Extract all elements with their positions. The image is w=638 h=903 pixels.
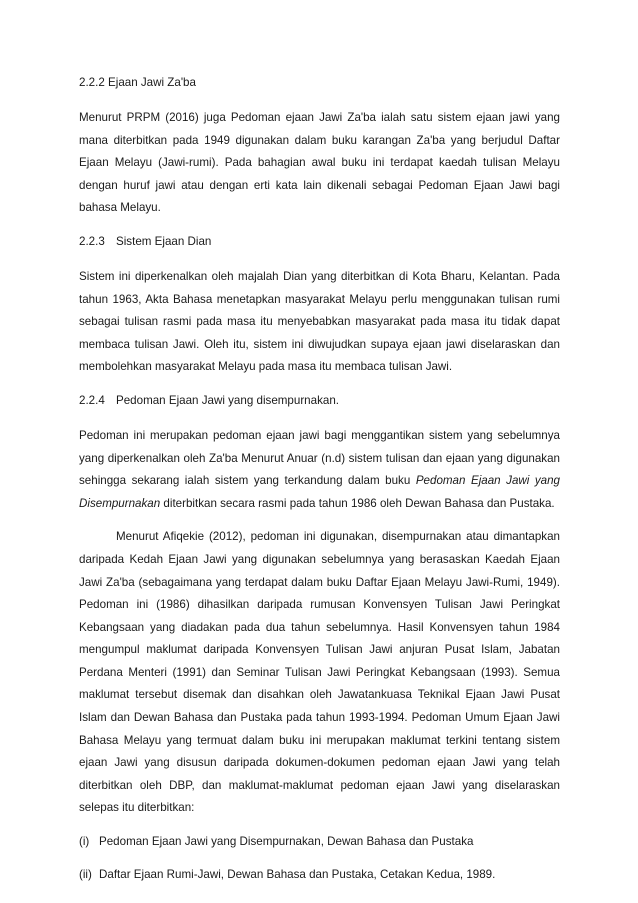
paragraph-text: Pedoman ini merupakan pedoman ejaan jawi bagi menggantikan sistem yang sebelumnya yang diperkenalkan oleh Za'ba Menurut Anuar (n.d) sistem tulisan dan ejaan yang digunakan sehingga sekarang ialah sistem yang terkandung dalam buku: [79, 428, 560, 488]
paragraph-text: diterbitkan secara rasmi pada tahun 1986 oleh Dewan Bahasa dan Pustaka.: [160, 496, 555, 510]
section-heading-2-2-3: [79, 231, 560, 253]
section-title: Pedoman Ejaan Jawi yang disempurnakan.: [116, 393, 339, 407]
paragraph-pedoman-intro: [79, 425, 560, 515]
section-heading-2-2-2: 2.2.2 Ejaan Jawi Za'ba: [79, 76, 196, 89]
paragraph-afiqekie: Menurut Afiqekie (2012), pedoman ini digunakan, disempurnakan atau dimantapkan daripada Kedah Ejaan Jawi yang digunakan sebelumnya yang berasaskan Kaedah Ejaan Jawi Za'ba (sebagaimana yang terdapat dalam buku Daftar Ejaan Melayu Jawi-Rumi, 1949). Pedoman ini (1986) dihasilkan daripada rumusan Konvensyen Tulisan Jawi Peringkat Kebangsaan yang diadakan pada dua tahun sebelumnya. Hasil Konvensyen tahun 1984 mengumpul maklumat daripada Konvensyen Tulisan Jawi anjuran Pusat Islam, Jabatan Perdana Menteri (1991) dan Seminar Tulisan Jawi Peringkat Kebangsaan (1993). Semua maklumat tersebut disemak dan disahkan oleh Jawatankuasa Teknikal Ejaan Jawi Pusat Islam dan Dewan Bahasa dan Pustaka pada tahun 1993-1994. Pedoman Umum Ejaan Jawi Bahasa Melayu yang termuat dalam buku ini merupakan maklumat terkini tentang sistem ejaan Jawi yang disusun daripada dokumen-dokumen pedoman ejaan Jawi yang telah diterbitkan oleh DBP, dan maklumat-maklumat pedoman ejaan Jawi yang diselaraskan selepas itu diterbitkan:: [79, 530, 560, 815]
list-number: (i): [79, 835, 90, 849]
section-number: 2.2.3: [79, 234, 105, 248]
paragraph-ejaan-jawi-zaba: Menurut PRPM (2016) juga Pedoman ejaan Jawi Za'ba ialah satu sistem ejaan jawi yang mana diterbitkan pada 1949 digunakan dalam buku karangan Za'ba yang berjudul Daftar Ejaan Melayu (Jawi-rumi). Pada bahagian awal buku ini terdapat kaedah tulisan Melayu dengan huruf jawi atau dengan erti kata lain dikenali sebagai Pedoman Ejaan Jawi bagi bahasa Melayu.: [79, 111, 560, 215]
section-title: Sistem Ejaan Dian: [116, 234, 212, 248]
list-text: Daftar Ejaan Rumi-Jawi, Dewan Bahasa dan Pustaka, Cetakan Kedua, 1989.: [99, 868, 496, 882]
section-heading-2-2-4: [79, 390, 560, 412]
list-item: [79, 864, 560, 886]
page-content: [79, 72, 560, 886]
list-number: (ii): [79, 868, 92, 882]
list-text: Pedoman Ejaan Jawi yang Disempurnakan, Dewan Bahasa dan Pustaka: [99, 835, 474, 849]
book-title-italic: Pedoman Ejaan Jawi yang Disempurnakan: [79, 474, 560, 510]
paragraph-sistem-ejaan-dian: Sistem ini diperkenalkan oleh majalah Dian yang diterbitkan di Kota Bharu, Kelantan. Pada tahun 1963, Akta Bahasa menetapkan masyarakat Melayu perlu menggunakan tulisan rumi sebagai tulisan rasmi pada masa itu menyebabkan masyarakat pada masa itu tidak dapat membaca tulisan Jawi. Oleh itu, sistem ini diwujudkan supaya ejaan jawi diselaraskan dan membolehkan masyarakat Melayu pada masa itu membaca tulisan Jawi.: [79, 269, 560, 374]
list-item: [79, 831, 560, 853]
section-number: 2.2.4: [79, 393, 105, 407]
